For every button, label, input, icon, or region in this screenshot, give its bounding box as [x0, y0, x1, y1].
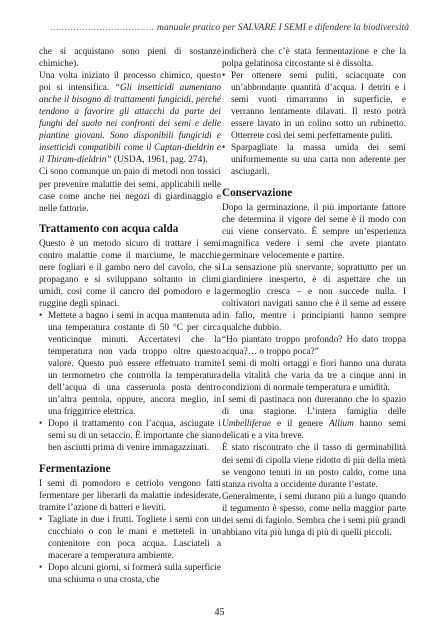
bullet-list: [222, 70, 406, 178]
text-run: e il genere: [271, 419, 329, 430]
bullet-list: [39, 310, 221, 455]
section-heading-storage: Conservazione: [222, 186, 293, 199]
list-item: • Tagliate in due i frutti. Togliete i semi con un cucchiaio o con le mani e metteteli in un contenitore con poca acqua. Lasciateli a macerare a temperatura ambiente.: [39, 514, 221, 562]
quote-italic: “Gli insetticidi aumentano anche il bisogno di trattamenti fungicidi, perché tendono a favorire gli attacchi da parte dei funghi del suolo nei confronti dei semi e delle piantine giovani. Sono disponibili fungicidi e insetticidi compatibili come il Captan-dieldrin e il Thiram-dieldrin”: [39, 83, 221, 166]
latin-term: Allium: [328, 419, 354, 430]
section-heading-fermentation: Fermentazione: [39, 462, 111, 475]
paragraph: Questo è un metodo sicuro di trattare i semi contro malattie come il marciume, le macchie nere fogliari e il gambo nero del cavolo, che si propagano e si sviluppano soltanto in climi umidi, così come il cancro del pomodoro e la ruggine degli spinaci.: [39, 238, 221, 309]
latin-term: Umbelliferae: [222, 419, 272, 430]
paragraph: [222, 394, 406, 442]
list-item: • Dopo il trattamento con l’acqua, asciugate i semi su di un setaccio. È importante che siano ben asciutti prima di venire immagazzinati.: [39, 418, 221, 454]
section-heading-hot-water: Trattamento con acqua calda: [39, 222, 179, 235]
page-number: 45: [214, 607, 225, 618]
right-column: [222, 46, 406, 539]
paragraph: Dopo la germinazione, il più importante fattore che determina il vigore del seme è il modo con cui viene conservato. È sempre un’esperienza magnifica vedere i semi che avete piantato germinare velocemente e partire.: [222, 202, 406, 261]
list-item: • Sparpagliate la massa umida dei semi uniformemente su una carta non aderente per asciugarli.: [222, 142, 406, 178]
bullet-list: [39, 514, 221, 586]
paragraph: I semi di pomodoro e cetriolo vengono fatti fermentare per liberarli da malattie indesiderate, tramite l’azione di batteri e lieviti.: [39, 478, 221, 513]
paragraph: che si acquistano sono pieni di sostanze chimiche).: [39, 47, 221, 70]
running-header: [38, 22, 409, 33]
left-column: [39, 46, 221, 586]
text-run: I semi di pastinaca non dureranno che lo spazio di una stagione. L’intera famiglia delle: [222, 395, 406, 418]
paragraph: [39, 70, 221, 166]
header-title: manuale pratico per SALVARE I SEMI e difendere la biodiversità: [154, 22, 409, 33]
list-item: • Dopo alcuni giorni, si formerà sulla superficie una schiuma o una crosta, che: [39, 562, 221, 586]
text-run: (USDA, 1961, pag. 274).: [111, 155, 208, 166]
paragraph: I semi di molti ortaggi e fiori hanno una durata della vitalità che varia da tre a cinque anni in condizioni di normale temperatura e umidità.: [222, 359, 406, 394]
header-dots: ....................................: [50, 22, 155, 33]
paragraph: La sensazione più snervante, soprattutto per un giardiniere inesperto, è di aspettare che un germoglio cresca – e non succede nulla. I coltivatori navigati sanno che è il seme ad essere in fallo, mentre i principianti hanno sempre qualche dubbio.: [222, 262, 406, 333]
text-run: hanno semi delicati e a vita breve.: [222, 419, 406, 442]
paragraph: Ci sono comunque un paio di metodi non tossici per prevenire malattie dei semi, applicabili nelle case come anche nei negozi di giardinaggio e nelle fattorie.: [39, 167, 221, 214]
paragraph: È stato riscontrato che il tasso di germinabilità dei semi di cipolla viene ridotto di più della metà se vengono tenuti in un posto caldo, come una stanza rivolta a occidente durante l’estate.: [222, 443, 406, 490]
paragraph: Generalmente, i semi durano più a lungo quando il tegumento è spesso, come nella maggior parte dei semi di fagiolo. Sembra che i semi più grandi abbiano vita più lunga di più di quelli piccoli.: [222, 491, 406, 538]
list-item: • Mettete a bagno i semi in acqua mantenuta ad una temperatura costante di 50 °C per circa venticinque minuti. Accertatevi che la temperatura non vada troppo oltre questo valore. Questo può essere effettuato tramite un termometro che controlla la temperatura dell’acqua di una casseruola posta dentro un’altra pentola, oppure, ancora meglio, in una friggitrice elettrica.: [39, 310, 221, 418]
paragraph: indicherà che c’è stata fermentazione e che la polpa gelatinosa circostante si è dissolta.: [222, 47, 406, 70]
paragraph: “Ho piantato troppo profondo? Ho dato troppa acqua?… o troppo poca?”: [222, 335, 406, 358]
list-item: • Per ottenere semi puliti, sciacquate con un’abbondante quantità d’acqua. I detriti e i semi vuoti rimarranno in superficie, e verranno lentamente dilavati. Il resto potrà essere lavato in un colino sotto un rubinetto. Otterrete così dei semi perfettamente puliti.: [222, 70, 406, 142]
text-run: Una volta iniziato il processo chimico, questo poi si intensifica.: [39, 71, 221, 94]
